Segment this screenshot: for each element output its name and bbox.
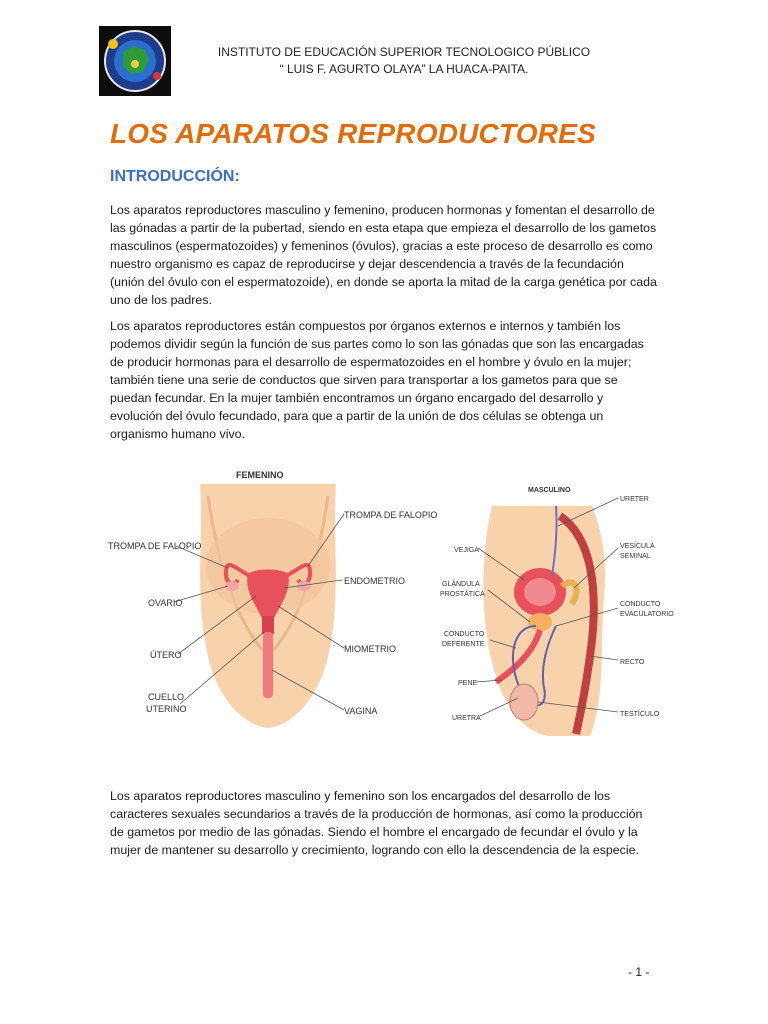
section-heading: INTRODUCCIÓN: xyxy=(110,168,240,185)
institution-header xyxy=(180,44,628,78)
label-vagina: VAGINA xyxy=(344,706,378,716)
page-number: - 1 - xyxy=(628,965,650,979)
label-conducto-deferente-2: DEFERENTE xyxy=(442,641,485,648)
label-miometrio: MIOMETRIO xyxy=(344,644,396,654)
label-vejiga: VEJIGA xyxy=(454,547,479,554)
male-diagram-title: MASCULINO xyxy=(528,487,571,494)
intro-paragraph-2: Los aparatos reproductores están compuestos por órganos externos e internos y también los podemos dividir según la función de sus partes como lo son las gónadas que son las encargadas de producir hormonas para el desarrollo de espermatozoides en el hombre y óvulo en la mujer; también tiene una serie de conductos que sirven para transportar a los gametos para que se puedan fecundar. En la mujer también encontramos un órgano encargado del desarrollo y evolución del óvulo fecundado, para que a partir de la unión de dos células se obtenga un organismo humano vivo. xyxy=(110,319,644,441)
label-ureter: URETER xyxy=(620,496,649,503)
label-conducto-evaculatorio-1: CONDUCTO xyxy=(620,601,661,608)
male-reproductive-diagram xyxy=(440,476,672,740)
label-conducto-deferente-1: CONDUCTO xyxy=(444,631,485,638)
label-pene: PENE xyxy=(458,680,478,687)
label-vesicula-2: SEMINAL xyxy=(620,553,651,560)
institution-name: INSTITUTO DE EDUCACIÓN SUPERIOR TECNOLOGICO PÚBLICO xyxy=(217,45,591,59)
label-utero: ÚTERO xyxy=(150,650,182,660)
document-title: LOS APARATOS REPRODUCTORES xyxy=(110,118,596,149)
label-glandula-1: GLÁNDULA xyxy=(442,581,480,588)
label-cuello-1: CUELLO xyxy=(148,692,185,702)
closing-paragraph: Los aparatos reproductores masculino y femenino son los encargados del desarrollo de los caracteres sexuales secundarios a través de la producción de hormonas, así como la producción de gametos por medio de las gónadas. Siendo el hombre el encargado de fecundar el óvulo y la mujer de mantener su desarrollo y crecimiento, logrando con ello la descendencia de la especie. xyxy=(110,789,643,857)
label-cuello-2: UTERINO xyxy=(146,704,187,714)
label-trompa-left: TROMPA DE FALOPIO xyxy=(108,541,202,551)
label-vesicula-1: VESÍCULA xyxy=(620,543,655,550)
institute-logo xyxy=(99,26,171,96)
label-ovario: OVARIO xyxy=(148,598,183,608)
label-endometrio: ENDOMETRIO xyxy=(344,576,406,586)
label-trompa-right: TROMPA DE FALOPIO xyxy=(344,510,438,520)
intro-paragraph-1: Los aparatos reproductores masculino y femenino, producen hormonas y fomentan el desarrollo de las gónadas a partir de la pubertad, siendo en esta etapa que empieza el desarrollo de los gametos masculinos (espermatozoides) y femeninos (óvulos), gracias a este proceso de desarrollo es como nuestro organismo es capaz de reproducirse y dejar descendencia a través de la fecundación (unión del óvulo con el espermatozoide), en donde se aporta la mitad de la carga genética por cada uno de los padres. xyxy=(110,203,657,307)
female-reproductive-diagram xyxy=(108,456,438,730)
label-testiculo: TESTÍCULO xyxy=(620,711,660,718)
label-glandula-2: PROSTÁTICA xyxy=(440,591,485,598)
label-uretra: URETRA xyxy=(452,715,481,722)
label-recto: RECTO xyxy=(620,659,645,666)
female-diagram-title: FEMENINO xyxy=(236,470,284,480)
institution-location: “ LUIS F. AGURTO OLAYA” LA HUACA-PAITA. xyxy=(279,62,529,76)
label-conducto-evaculatorio-2: EVACULATORIO xyxy=(620,611,674,618)
